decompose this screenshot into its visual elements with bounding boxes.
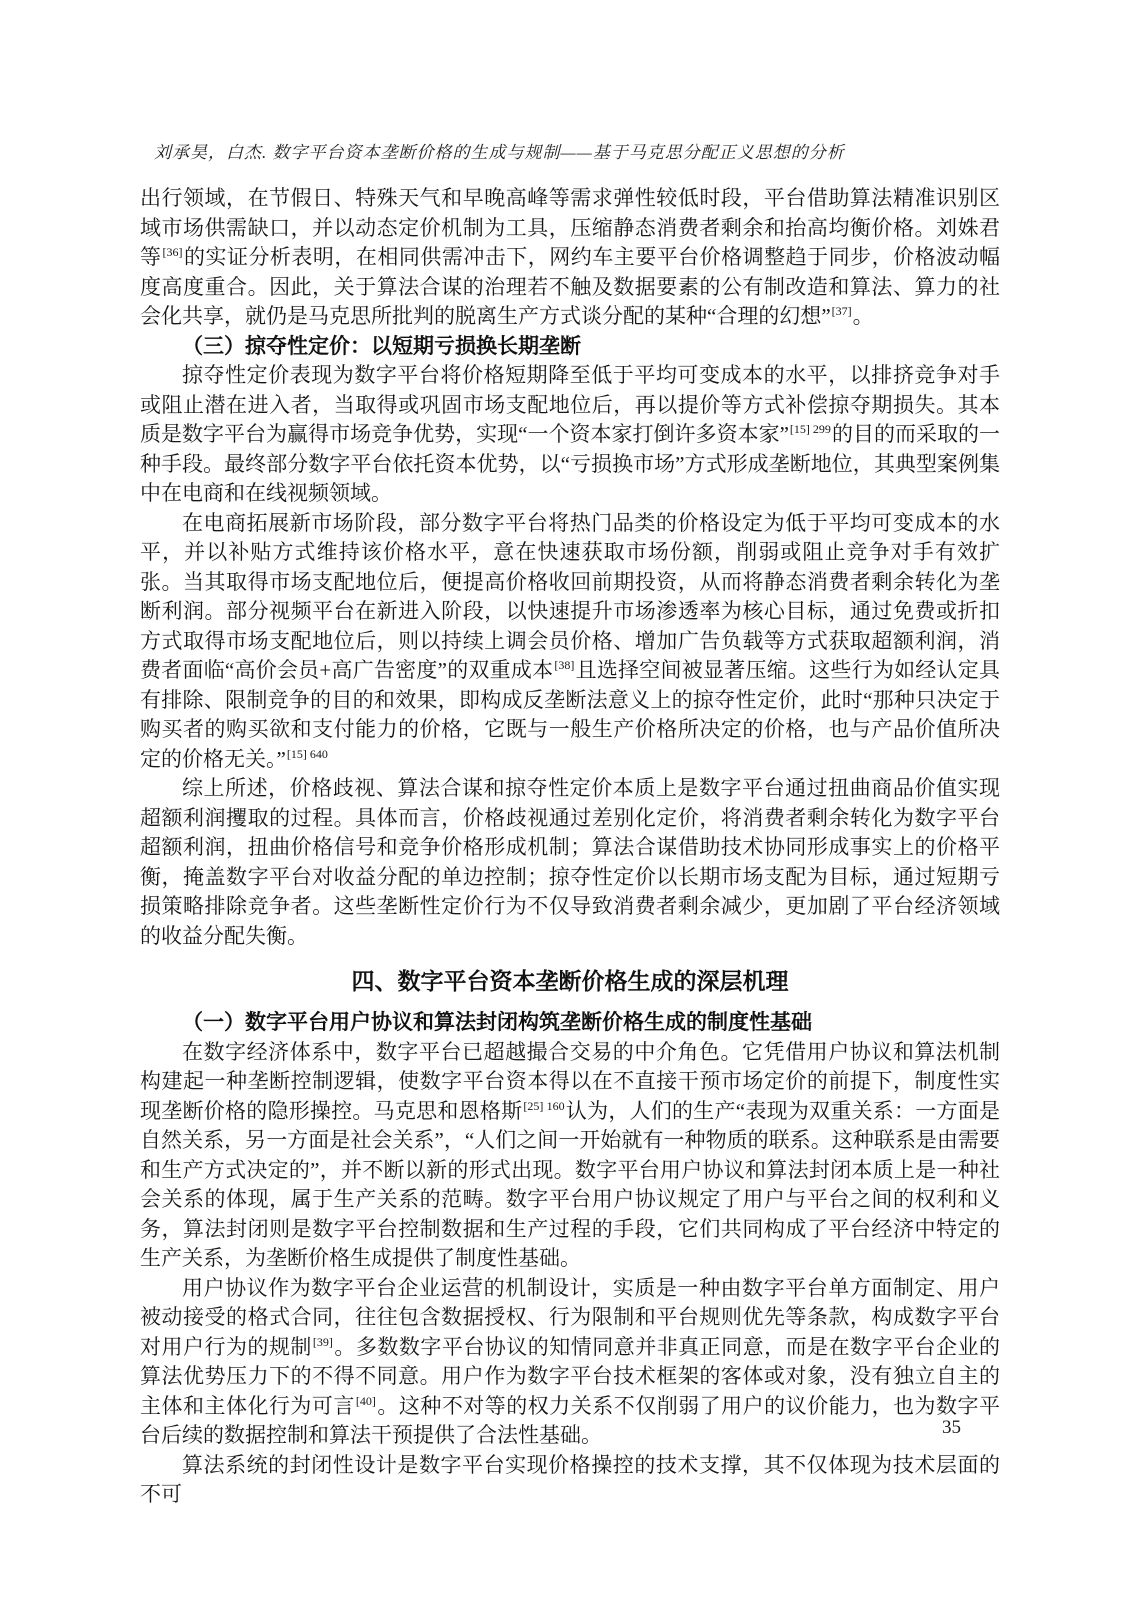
paragraph: 用户协议作为数字平台企业运营的机制设计，实质是一种由数字平台单方面制定、用户被动接受的格式合同，往往包含数据授权、行为限制和平台规则优先等条款，构成数字平台对用户行为的规制[39]。多数数字平台协议的知情同意并非真正同意，而是在数字平台企业的算法优势压力下的不得不同意。用户作为数字平台技术框架的客体或对象，没有独立自主的主体和主体化行为可言[40]。这种不对等的权力关系不仅削弱了用户的议价能力，也为数字平台后续的数据控制和算法干预提供了合法性基础。 (140, 1275, 1001, 1447)
subsection-heading: （一）数字平台用户协议和算法封闭构筑垄断价格生成的制度性基础 (182, 1011, 812, 1034)
citation-marker: [40] (355, 1393, 376, 1408)
citation-marker: [37] (831, 304, 852, 318)
citation-marker: [15] 299 (789, 422, 831, 436)
citation-marker: [15] 640 (286, 746, 328, 761)
chapter-heading: 四、数字平台资本垄断价格生成的深层机理 (351, 968, 789, 994)
citation-marker: [25] 160 (523, 1098, 565, 1113)
paragraph: 在电商拓展新市场阶段，部分数字平台将热门品类的价格设定为低于平均可变成本的水平，并以补贴方式维持该价格水平，意在快速获取市场份额，削弱或阻止竞争对手有效扩张。当其取得市场支配地位后，便提高价格收回前期投资，从而将静态消费者剩余转化为垄断利润。部分视频平台在新进入阶段，以快速提升市场渗透率为核心目标，通过免费或折扣方式取得市场支配地位后，则以持续上调会员价格、增加广告负载等方式获取超额利润，消费者面临“高价会员+高广告密度”的双重成本[38]且选择空间被显著压缩。这些行为如经认定具有排除、限制竞争的目的和效果，即构成反垄断法意义上的掠夺性定价，此时“那种只决定于购买者的购买欲和支付能力的价格，它既与一般生产价格所决定的价格，也与产品价值所决定的价格无关。”$^{[15] 640}$ (140, 510, 1000, 771)
page-number: 35 (942, 1417, 961, 1438)
paragraph: 出行领域，在节假日、特殊天气和早晚高峰等需求弹性较低时段，平台借助算法精准识别区域市场供需缺口，并以动态定价机制为工具，压缩静态消费者剩余和抬高均衡价格。刘姝君等[36]的实证分析表明，在相同供需冲击下，网约车主要平台价格调整趋于同步，价格波动幅度高度重合。因此，关于算法合谋的治理若不触及数据要素的公有制改造和算法、算力的社会化共享，就仍是马克思所批判的脱离生产方式谈分配的某种“合理的幻想”[37]。 (140, 186, 1001, 328)
citation-marker: [36] (162, 245, 183, 259)
paragraph: 掠夺性定价表现为数字平台将价格短期降至低于平均可变成本的水平，以排挤竞争对手或阻止潜在进入者，当取得或巩固市场支配地位后，再以提价等方式补偿掠夺期损失。其本质是数字平台为赢得市场竞争优势，实现“一个资本家打倒许多资本家”$^{[15] 299}$的目的而采取的一种手段。最终部分数字平台依托资本优势，以“亏损换市场”方式形成垄断地位，其典型案例集中在电商和在线视频领域。 (140, 363, 1001, 505)
article-body (140, 184, 1000, 1510)
paragraph: 综上所述，价格歧视、算法合谋和掠夺性定价本质上是数字平台通过扭曲商品价值实现超额利润攫取的过程。具体而言，价格歧视通过差别化定价，将消费者剩余转化为数字平台超额利润，扭曲价格信号和竞争价格形成机制；算法合谋借助技术协同形成事实上的价格平衡，掩盖数字平台对收益分配的单边控制；掠夺性定价以长期市场支配为目标，通过短期亏损策略排除竞争者。这些垄断性定价行为不仅导致消费者剩余减少，更加剧了平台经济领域的收益分配失衡。 (140, 776, 1000, 948)
running-header: 刘承昊，白杰. 数字平台资本垄断价格的生成与规制——基于马克思分配正义思想的分析 (154, 143, 845, 162)
citation-marker: [39] (312, 1334, 333, 1349)
paragraph: 算法系统的封闭性设计是数字平台实现价格操控的技术支撑，其不仅体现为技术层面的不可 (140, 1452, 1000, 1506)
citation-marker: [38] (554, 658, 575, 672)
paragraph: 在数字经济体系中，数字平台已超越撮合交易的中介角色。它凭借用户协议和算法机制构建起一种垄断控制逻辑，使数字平台资本得以在不直接干预市场定价的前提下，制度性实现垄断价格的隐形操控。马克思和恩格斯$^{[25] 160}$认为，人们的生产“表现为双重关系：一方面是自然关系，另一方面是社会关系”，“人们之间一开始就有一种物质的联系。这种联系是由需要和生产方式决定的”，并不断以新的形式出现。数字平台用户协议和算法封闭本质上是一种社会关系的体现，属于生产关系的范畴。数字平台用户协议规定了用户与平台之间的权利和义务，算法封闭则是数字平台控制数据和生产过程的手段，它们共同构成了平台经济中特定的生产关系，为垄断价格生成提供了制度性基础。 (140, 1039, 1000, 1270)
subsection-heading: （三）掠夺性定价：以短期亏损换长期垄断 (182, 334, 581, 358)
